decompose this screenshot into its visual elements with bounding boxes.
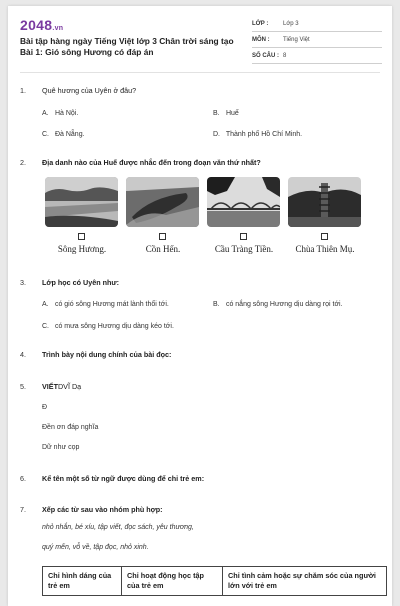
- caption-con-hen: Cồn Hến.: [145, 244, 181, 254]
- image-con-hen: [126, 177, 199, 227]
- header-divider: [20, 72, 380, 73]
- question-text: Địa danh nào của Huế được nhắc đến trong đoạn văn thứ nhất?: [42, 158, 261, 167]
- meta-value: Tiếng Việt: [283, 36, 310, 43]
- q7-words-line-1: nhỏ nhắn, bé xíu, tập viết, đọc sách, yêu thương,: [42, 524, 194, 531]
- question-text: DVĨ Dạ: [57, 382, 82, 391]
- option-a[interactable]: [42, 110, 78, 117]
- option-text: Huế: [225, 110, 239, 117]
- option-text: có mưa sông Hương dịu dàng kéo tới.: [54, 323, 174, 330]
- option-text: Hà Nội.: [54, 110, 79, 117]
- checkbox-song-huong[interactable]: [78, 233, 85, 240]
- question-text: Quê hương của Uyên ở đâu?: [42, 86, 137, 95]
- worksheet-title: Bài tập hàng ngày Tiếng Việt lớp 3 Chân trời sáng tạo Bài 1: Gió sông Hương có đáp án: [20, 36, 234, 57]
- image-song-huong: [45, 177, 118, 227]
- question-number: 1.: [20, 86, 26, 95]
- table-header-cell: Chỉ tình cảm hoặc sự chăm sóc của người lớn với trẻ em: [223, 567, 387, 596]
- caption-song-huong: Sông Hương.: [57, 244, 107, 254]
- image-chua-thien-mu: [288, 177, 361, 227]
- question-number: 2.: [20, 158, 26, 167]
- option-c[interactable]: [42, 131, 85, 138]
- option-letter: A.: [42, 301, 49, 308]
- option-letter: B.: [213, 110, 220, 117]
- caption-chua-thien-mu: Chùa Thiên Mụ.: [295, 244, 355, 254]
- option-text: Thành phố Hồ Chí Minh.: [225, 131, 303, 138]
- question-number: 7.: [20, 505, 26, 514]
- meta-panel: [252, 16, 382, 64]
- q5-line-2: Đền ơn đáp nghĩa: [42, 424, 99, 431]
- checkbox-cau-trang-tien[interactable]: [240, 233, 247, 240]
- question-text: Trình bày nội dung chính của bài đọc:: [42, 350, 172, 359]
- image-cau-trang-tien: [207, 177, 280, 227]
- question-text-bold: VIẾT: [42, 382, 58, 391]
- meta-key: MÔN :: [252, 36, 270, 43]
- site-logo[interactable]: [20, 17, 63, 33]
- option-c[interactable]: [42, 323, 174, 330]
- worksheet-page: [8, 6, 392, 606]
- meta-row-subject: [252, 32, 382, 48]
- q5-line-3: Dữ như cọp: [42, 444, 80, 451]
- question-number: 5.: [20, 382, 26, 391]
- meta-key: LỚP :: [252, 20, 269, 27]
- option-text: Đà Nẵng.: [54, 131, 85, 138]
- question-number: 6.: [20, 474, 26, 483]
- meta-key: SỐ CÂU :: [252, 52, 279, 59]
- q5-line-1: Đ: [42, 404, 48, 411]
- option-letter: C.: [42, 323, 49, 330]
- worksheet-header: [8, 6, 392, 72]
- meta-value: Lớp 3: [283, 20, 299, 27]
- question-text: Lớp học có Uyên như:: [42, 278, 119, 287]
- meta-value: 8: [283, 52, 287, 59]
- table-header-cell: Chỉ hình dáng của trẻ em: [43, 567, 122, 596]
- option-text: có nắng sông Hương dịu dàng rọi tới.: [225, 301, 343, 308]
- option-letter: B.: [213, 301, 220, 308]
- question-number: 4.: [20, 350, 26, 359]
- option-text: có gió sông Hương mát lành thổi tới.: [54, 301, 169, 308]
- question-text: Kể tên một số từ ngữ được dùng để chỉ trẻ em:: [42, 474, 205, 483]
- option-b[interactable]: [213, 301, 343, 308]
- option-a[interactable]: [42, 301, 169, 308]
- table-header-cell: Chỉ hoạt động học tập của trẻ em: [122, 567, 223, 596]
- option-letter: C.: [42, 131, 49, 138]
- question-number: 3.: [20, 278, 26, 287]
- meta-row-class: [252, 16, 382, 32]
- question-text: Xếp các từ sau vào nhóm phù hợp:: [42, 505, 163, 514]
- grouping-table: [42, 566, 387, 596]
- caption-cau-trang-tien: Cầu Tràng Tiền.: [214, 244, 274, 254]
- option-d[interactable]: [213, 131, 302, 138]
- option-b[interactable]: [213, 110, 239, 117]
- table-header-row: [43, 567, 387, 596]
- logo-suffix: .vn: [52, 25, 64, 32]
- option-letter: A.: [42, 110, 49, 117]
- checkbox-chua-thien-mu[interactable]: [321, 233, 328, 240]
- q7-words-line-2: quý mến, vỗ về, tập đọc, nhỏ xinh.: [42, 544, 149, 551]
- checkbox-con-hen[interactable]: [159, 233, 166, 240]
- logo-text: 2048: [20, 17, 53, 33]
- meta-row-count: [252, 48, 382, 64]
- option-letter: D.: [213, 131, 220, 138]
